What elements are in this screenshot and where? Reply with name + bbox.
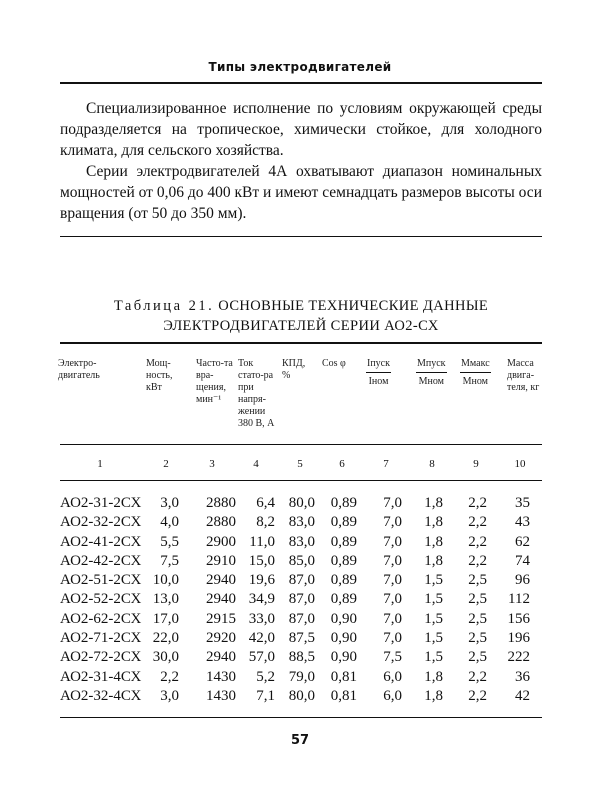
table-row — [0, 552, 600, 571]
column-numbers-rule — [60, 480, 542, 481]
cell-max-torque-ratio: 2,2 — [468, 533, 487, 550]
column-number: 1 — [97, 458, 103, 470]
column-number: 4 — [253, 458, 259, 470]
cell-power: 2,2 — [160, 668, 179, 685]
column-number: 3 — [209, 458, 215, 470]
cell-frequency: 1430 — [206, 687, 236, 704]
cell-current: 57,0 — [248, 649, 275, 666]
cell-frequency: 2880 — [206, 495, 236, 511]
cell-efficiency: 87,0 — [288, 610, 315, 627]
cell-start-torque-ratio: 1,5 — [424, 649, 443, 666]
header-motor: Электро-двигатель — [58, 358, 100, 381]
header-rule — [60, 82, 542, 84]
cell-power: 10,0 — [152, 572, 179, 589]
cell-start-torque-ratio: 1,8 — [424, 495, 443, 511]
cell-efficiency: 87,0 — [288, 591, 315, 608]
cell-start-current-ratio: 7,0 — [383, 552, 402, 569]
cell-max-torque-ratio: 2,5 — [468, 630, 487, 647]
column-number: 6 — [339, 458, 345, 470]
cell-efficiency: 79,0 — [288, 668, 315, 685]
cell-mass: 43 — [515, 514, 530, 531]
cell-start-torque-ratio: 1,5 — [424, 610, 443, 627]
cell-motor-type: АО2-72-2СХ — [60, 649, 142, 666]
cell-start-torque-ratio: 1,5 — [424, 572, 443, 589]
table-bottom-rule — [60, 717, 542, 718]
header-start-torque-ratio — [416, 358, 447, 388]
cell-motor-type: АО2-42-2СХ — [60, 552, 142, 569]
header-frequency: Часто-та вра-щения, мин⁻¹ — [196, 358, 233, 405]
running-head: Типы электродвигателей — [208, 60, 392, 74]
cell-cos-phi: 0,81 — [330, 687, 357, 704]
cell-frequency: 2880 — [206, 514, 236, 531]
cell-current: 34,9 — [248, 591, 275, 608]
cell-frequency: 1430 — [206, 668, 236, 685]
cell-frequency: 2900 — [206, 533, 236, 550]
table-row — [0, 533, 600, 552]
cell-power: 30,0 — [152, 649, 179, 666]
header-mstart-den: Mном — [418, 376, 444, 387]
cell-mass: 74 — [515, 552, 530, 569]
table-caption-title-line2: ЭЛЕКТРОДВИГАТЕЛЕЙ СЕРИИ АО2-СХ — [163, 318, 439, 334]
column-number: 8 — [429, 458, 435, 470]
cell-current: 8,2 — [256, 514, 275, 531]
cell-max-torque-ratio: 2,5 — [468, 572, 487, 589]
cell-motor-type: АО2-71-2СХ — [60, 630, 142, 647]
cell-start-current-ratio: 7,0 — [383, 533, 402, 550]
cell-current: 33,0 — [248, 610, 275, 627]
cell-mass: 42 — [515, 687, 530, 704]
cell-current: 6,4 — [256, 495, 275, 511]
cell-start-current-ratio: 7,0 — [383, 630, 402, 647]
cell-start-torque-ratio: 1,5 — [424, 591, 443, 608]
cell-frequency: 2915 — [206, 610, 236, 627]
cell-start-current-ratio: 7,0 — [383, 591, 402, 608]
cell-start-current-ratio: 7,0 — [383, 610, 402, 627]
paragraph-specialized: Специализированное исполнение по условиям окружающей среды подразделяется на тропическое, химически стойкое, для холодного климата, для сельского хозяйства. — [60, 100, 542, 159]
cell-max-torque-ratio: 2,2 — [468, 514, 487, 531]
cell-mass: 62 — [515, 533, 530, 550]
cell-efficiency: 83,0 — [288, 533, 315, 550]
table-row — [0, 590, 600, 609]
cell-start-current-ratio: 7,0 — [383, 572, 402, 589]
cell-cos-phi: 0,90 — [330, 649, 357, 666]
header-power: Мощ-ность, кВт — [146, 358, 173, 393]
cell-max-torque-ratio: 2,2 — [468, 495, 487, 511]
cell-power: 5,5 — [160, 533, 179, 550]
header-efficiency: КПД, % — [282, 358, 306, 381]
cell-cos-phi: 0,89 — [330, 495, 357, 511]
cell-current: 19,6 — [248, 572, 275, 589]
header-cos-phi: Cos φ — [322, 358, 346, 369]
cell-start-torque-ratio: 1,8 — [424, 552, 443, 569]
cell-mass: 222 — [507, 649, 530, 666]
column-number: 9 — [473, 458, 479, 470]
column-number: 7 — [383, 458, 389, 470]
cell-mass: 35 — [515, 495, 530, 511]
column-number: 5 — [297, 458, 303, 470]
cell-frequency: 2940 — [206, 572, 236, 589]
header-stator-current: Ток стато-ра при напря-жении 380 В, А — [238, 358, 275, 429]
cell-start-current-ratio: 7,5 — [383, 649, 402, 666]
cell-efficiency: 87,0 — [288, 572, 315, 589]
header-istart-den: Iном — [368, 376, 389, 387]
cell-current: 11,0 — [249, 533, 275, 550]
column-number: 10 — [514, 458, 526, 470]
motor-data-table — [0, 494, 600, 706]
cell-frequency: 2910 — [206, 552, 236, 569]
cell-power: 7,5 — [160, 552, 179, 569]
cell-max-torque-ratio: 2,2 — [468, 668, 487, 685]
cell-max-torque-ratio: 2,2 — [468, 552, 487, 569]
table-caption-title-line1: ОСНОВНЫЕ ТЕХНИЧЕСКИЕ ДАННЫЕ — [218, 298, 489, 314]
table-caption-label: Таблица 21. — [113, 298, 215, 314]
cell-start-current-ratio: 6,0 — [383, 687, 402, 704]
cell-efficiency: 88,5 — [288, 649, 315, 666]
cell-cos-phi: 0,81 — [330, 668, 357, 685]
cell-max-torque-ratio: 2,5 — [468, 591, 487, 608]
header-start-current-ratio — [366, 358, 391, 388]
cell-start-torque-ratio: 1,8 — [424, 687, 443, 704]
cell-frequency: 2920 — [206, 630, 236, 647]
cell-power: 22,0 — [152, 630, 179, 647]
cell-mass: 112 — [508, 591, 530, 608]
cell-power: 3,0 — [160, 495, 179, 511]
cell-max-torque-ratio: 2,5 — [468, 610, 487, 627]
cell-power: 17,0 — [152, 610, 179, 627]
cell-current: 5,2 — [256, 668, 275, 685]
table-caption — [60, 296, 542, 336]
cell-start-current-ratio: 6,0 — [383, 668, 402, 685]
cell-mass: 36 — [515, 668, 530, 685]
cell-efficiency: 80,0 — [288, 495, 315, 511]
cell-cos-phi: 0,89 — [330, 514, 357, 531]
cell-frequency: 2940 — [206, 649, 236, 666]
cell-cos-phi: 0,90 — [330, 610, 357, 627]
cell-start-current-ratio: 7,0 — [383, 514, 402, 531]
page-number: 57 — [290, 733, 310, 748]
header-bottom-rule — [60, 444, 542, 445]
cell-start-torque-ratio: 1,8 — [424, 514, 443, 531]
cell-mass: 156 — [507, 610, 530, 627]
cell-motor-type: АО2-31-4СХ — [60, 668, 142, 685]
cell-current: 42,0 — [248, 630, 275, 647]
table-row — [0, 610, 600, 629]
section-rule — [60, 236, 542, 237]
cell-power: 4,0 — [160, 514, 179, 531]
cell-motor-type: АО2-31-2СХ — [60, 495, 142, 511]
header-mass: Масса двига-теля, кг — [507, 358, 540, 393]
table-row — [0, 494, 600, 513]
cell-start-torque-ratio: 1,5 — [424, 630, 443, 647]
cell-motor-type: АО2-41-2СХ — [60, 533, 142, 550]
header-mstart-num: Mпуск — [416, 358, 447, 373]
cell-motor-type: АО2-32-2СХ — [60, 514, 142, 531]
cell-frequency: 2940 — [206, 591, 236, 608]
cell-cos-phi: 0,90 — [330, 630, 357, 647]
table-row — [0, 629, 600, 648]
cell-power: 3,0 — [160, 687, 179, 704]
cell-max-torque-ratio: 2,2 — [468, 687, 487, 704]
header-mmax-den: Mном — [462, 376, 489, 387]
cell-cos-phi: 0,89 — [330, 591, 357, 608]
cell-start-current-ratio: 7,0 — [383, 495, 402, 511]
cell-motor-type: АО2-32-4СХ — [60, 687, 142, 704]
cell-efficiency: 87,5 — [288, 630, 315, 647]
cell-mass: 196 — [507, 630, 530, 647]
cell-current: 15,0 — [248, 552, 275, 569]
cell-mass: 96 — [515, 572, 530, 589]
header-max-torque-ratio — [460, 358, 491, 388]
cell-efficiency: 83,0 — [288, 514, 315, 531]
paragraph-4a-series: Серии электродвигателей 4А охватывают диапазон номинальных мощностей от 0,06 до 400 кВт и имеют семнадцать размеров высоты оси вращения (от 50 до 350 мм). — [60, 163, 542, 222]
cell-efficiency: 85,0 — [288, 552, 315, 569]
cell-cos-phi: 0,89 — [330, 533, 357, 550]
cell-max-torque-ratio: 2,5 — [468, 649, 487, 666]
header-istart-num: Iпуск — [366, 358, 391, 373]
body-text — [60, 98, 542, 224]
cell-motor-type: АО2-51-2СХ — [60, 572, 142, 589]
cell-motor-type: АО2-62-2СХ — [60, 610, 142, 627]
cell-power: 13,0 — [152, 591, 179, 608]
cell-cos-phi: 0,89 — [330, 572, 357, 589]
cell-efficiency: 80,0 — [288, 687, 315, 704]
header-mmax-num: Mмакс — [460, 358, 491, 373]
cell-start-torque-ratio: 1,8 — [424, 668, 443, 685]
cell-cos-phi: 0,89 — [330, 552, 357, 569]
table-row — [0, 687, 600, 706]
cell-motor-type: АО2-52-2СХ — [60, 591, 142, 608]
table-row — [0, 668, 600, 687]
cell-start-torque-ratio: 1,8 — [424, 533, 443, 550]
table-row — [0, 648, 600, 667]
table-top-rule — [60, 342, 542, 344]
table-row — [0, 571, 600, 590]
cell-current: 7,1 — [256, 687, 275, 704]
table-row — [0, 513, 600, 532]
column-number: 2 — [163, 458, 169, 470]
